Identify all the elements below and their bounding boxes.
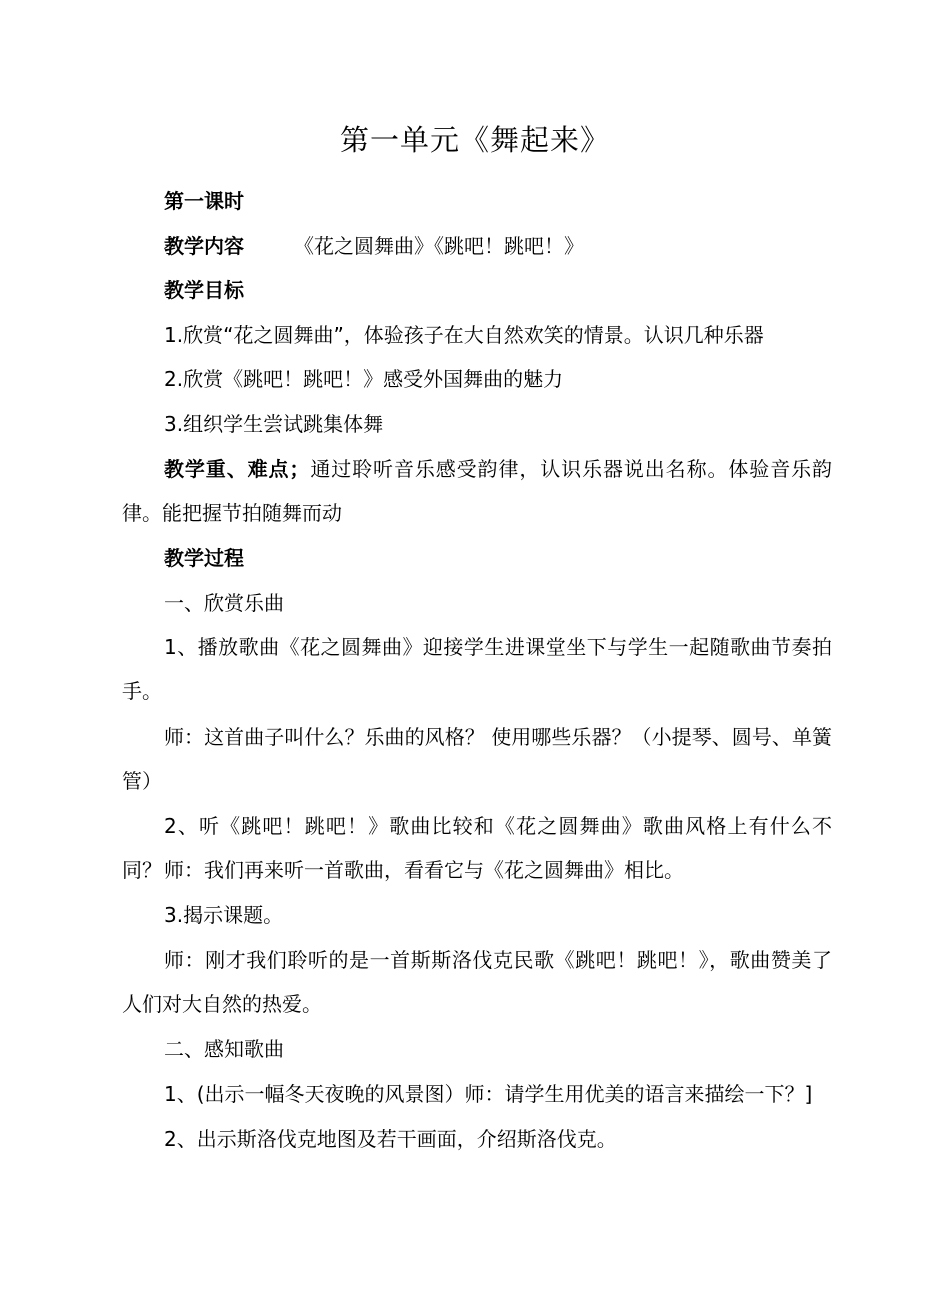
teaching-content-label: 教学内容 [164,234,244,258]
step-paragraph-4: 1、(出示一幅冬天夜晚的风景图）师：请学生用优美的语言来描绘一下？] [164,1082,813,1106]
teaching-content-value: 《花之圆舞曲》《跳吧！跳吧！》 [294,234,584,258]
teacher-paragraph-2: 师：我们再来听一首歌曲，看看它与《花之圆舞曲》相比。 [164,858,684,882]
teaching-content-line [122,224,832,268]
key-points-paragraph [122,447,832,535]
document-title: 第一单元《舞起来》 [339,123,610,157]
goal-item-2: 2.欣赏《跳吧！跳吧！》感受外国舞曲的魅力 [164,367,564,391]
goal-item-1: 1.欣赏“花之圆舞曲”，体验孩子在大自然欢笑的情景。认识几种乐器 [164,323,764,347]
teaching-process-heading: 教学过程 [164,546,244,570]
step-paragraph-5: 2、出示斯洛伐克地图及若干画面，介绍斯洛伐克。 [164,1127,617,1151]
key-points-label: 教学重、难点； [164,457,310,481]
key-points-text: 通过聆听音乐感受韵律，认识乐器说出名称。体验音乐韵律。能把握节拍随舞而动 [122,457,833,525]
teacher-paragraph-1: 师：这首曲子叫什么？乐曲的风格？ 使用哪些乐器？（小提琴、圆号、单簧管） [122,725,832,793]
step-paragraph-2: 2、听《跳吧！跳吧！》歌曲比较和《花之圆舞曲》歌曲风格上有什么不同？ [122,814,832,882]
lesson-heading: 第一课时 [164,189,244,213]
section-heading-1: 一、欣赏乐曲 [164,591,284,615]
teaching-goals-heading: 教学目标 [164,278,244,302]
step-paragraph-1: 1、播放歌曲《花之圆舞曲》迎接学生进课堂坐下与学生一起随歌曲节奏拍手。 [122,635,832,703]
goal-item-3: 3.组织学生尝试跳集体舞 [164,412,384,436]
step-paragraph-3: 3.揭示课题。 [164,903,284,927]
teacher-paragraph-3: 师：刚才我们聆听的是一首斯斯洛伐克民歌《跳吧！跳吧！》，歌曲赞美了人们对大自然的热爱。 [122,948,832,1016]
section-heading-2: 二、感知歌曲 [164,1037,284,1061]
